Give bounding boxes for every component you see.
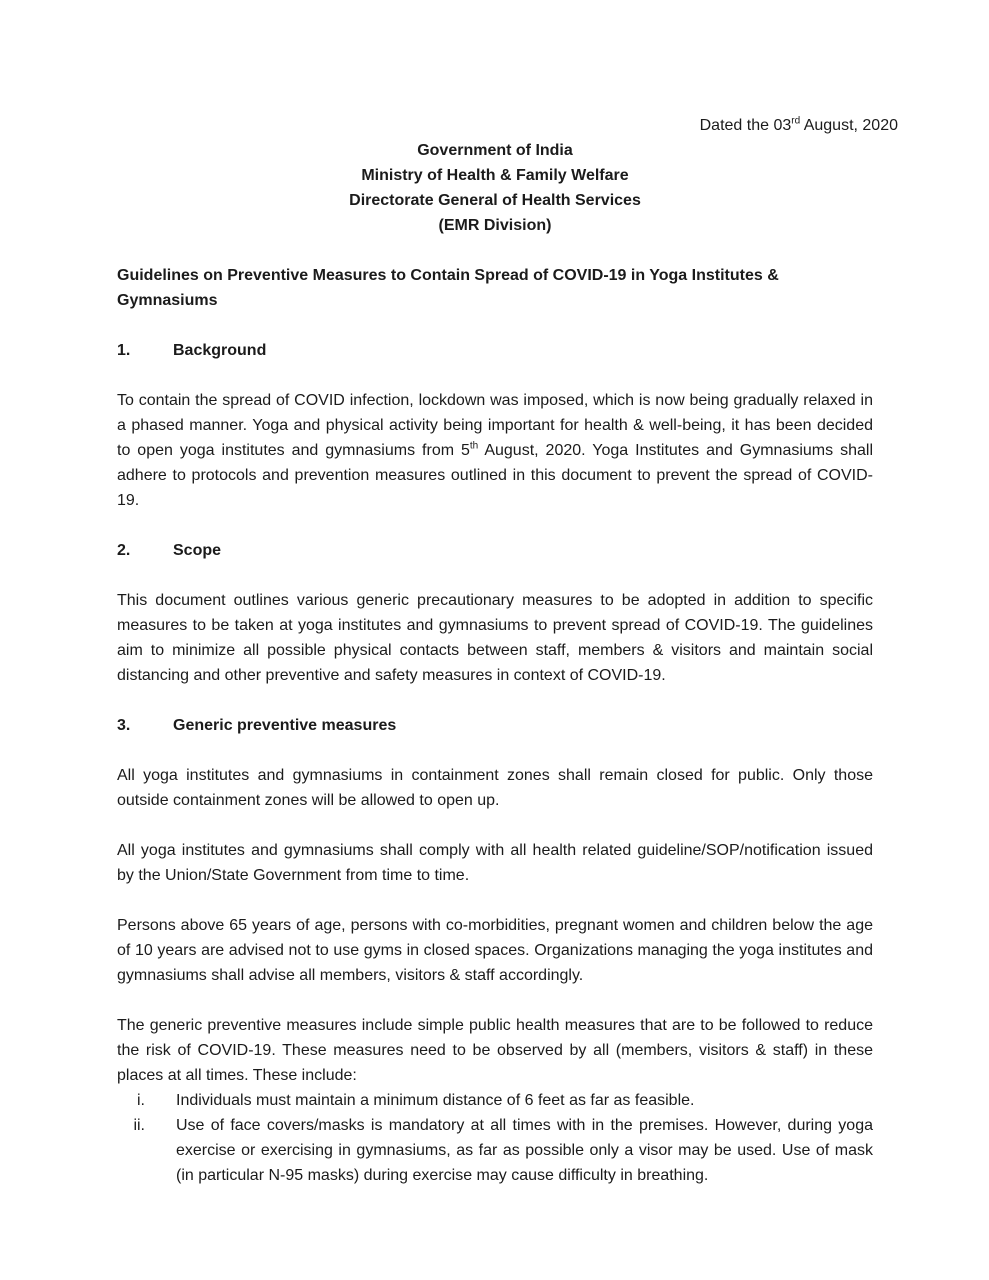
section — [117, 538, 873, 688]
header-line: Government of India — [417, 142, 573, 159]
section-number: 2. — [117, 542, 131, 559]
paragraph: All yoga institutes and gymnasiums shall comply with all health related guideline/SOP/notification issued by the Union/State Government from time to time. — [117, 842, 873, 884]
section-number: 3. — [117, 717, 131, 734]
list-item-marker: i. — [137, 1092, 145, 1109]
roman-list — [117, 1088, 873, 1188]
section-heading — [117, 713, 873, 738]
header-line: Directorate General of Health Services — [349, 192, 641, 209]
paragraph: The generic preventive measures include simple public health measures that are to be followed to reduce the risk of COVID-19. These measures need to be observed by all (members, visitors & staff) in these places at all times. These include: — [117, 1017, 873, 1084]
section-heading — [117, 538, 873, 563]
document-header — [117, 138, 873, 238]
section-title: Background — [173, 342, 267, 359]
list-item — [117, 1113, 873, 1188]
section-title: Generic preventive measures — [173, 717, 397, 734]
header-line: Ministry of Health & Family Welfare — [361, 167, 629, 184]
section-number: 1. — [117, 342, 131, 359]
header-line: (EMR Division) — [438, 217, 552, 234]
list-item — [117, 1088, 873, 1113]
section — [117, 713, 873, 1188]
list-item-text: Use of face covers/masks is mandatory at all times with in the premises. However, during yoga exercise or exercising in gymnasiums, as far as possible only a visor may be used. Use of mask (in particular N-95 masks) during exercise may cause difficulty in breathing. — [176, 1117, 873, 1184]
date-line: Dated the 03rd August, 2020 — [699, 115, 898, 134]
list-item-text: Individuals must maintain a minimum distance of 6 feet as far as feasible. — [176, 1092, 695, 1109]
section — [117, 338, 873, 513]
paragraph: All yoga institutes and gymnasiums in containment zones shall remain closed for public. Only those outside containment zones will be allowed to open up. — [117, 767, 873, 809]
list-item-marker: ii. — [133, 1117, 145, 1134]
paragraph: To contain the spread of COVID infection, lockdown was imposed, which is now being gradually relaxed in a phased manner. Yoga and physical activity being important for health & well-being, it has been decided to open yoga institutes and gymnasiums from 5th August, 2020. Yoga Institutes and Gymnasiums shall adhere to protocols and prevention measures outlined in this document to prevent the spread of COVID-19. — [117, 392, 873, 509]
paragraph: Persons above 65 years of age, persons with co-morbidities, pregnant women and children below the age of 10 years are advised not to use gyms in closed spaces. Organizations managing the yoga institutes and gymnasiums shall advise all members, visitors & staff accordingly. — [117, 917, 873, 984]
sections — [117, 338, 873, 1188]
section-title: Scope — [173, 542, 222, 559]
paragraph: This document outlines various generic precautionary measures to be adopted in addition to specific measures to be taken at yoga institutes and gymnasiums to prevent spread of COVID-19. The guidelines aim to minimize all possible physical contacts between staff, members & visitors and maintain social distancing and other preventive and safety measures in context of COVID-19. — [117, 592, 873, 684]
section-heading — [117, 338, 873, 363]
document-title: Guidelines on Preventive Measures to Contain Spread of COVID-19 in Yoga Institutes & Gymnasiums — [117, 267, 779, 309]
